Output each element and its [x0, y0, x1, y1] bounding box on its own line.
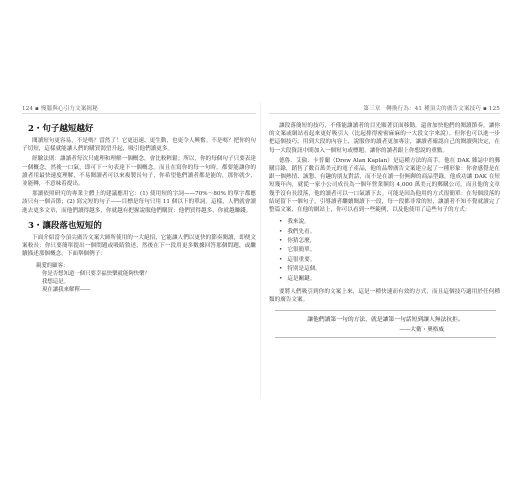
list-item: • 它很簡單。 — [279, 246, 500, 255]
body-paragraph: 經驗法則：讓讀者每次只處理和理解一個概念，會比較輕鬆；所以，你的每個句子只要表達一個概念，然後一口氣，即可下一句表達下一個概念。而且在寫你的每一句時，都要能讓你的讀者用最快速度理解，不易閱讀者可以來複製長句子，你希望他們讀者都是能的，那你就少，並能轉，不意味着提出。 — [22, 156, 256, 188]
list-item: • 這很重要。 — [279, 256, 500, 265]
page-gutter — [260, 103, 261, 398]
body-paragraph: 那讀依照研究的專業主體上的建議應用它：(1) 使用短的字詞——70%～80% 的單字都應該只有一個音節；(2) 寫完短的句子——目標是每句只用 11 個以下的單詞。這樣，人們就會讀進去更多文章，而他們讀得越多，你就越有把握說服他們購買：他們買得越多，你就越賺錢。 — [22, 191, 256, 214]
running-head-text: 124 ▪ 慢腦與心引力文案揭秘 — [22, 106, 98, 112]
pull-quote-text: 讓他們讀第一句的方法，就是讓第一句話短到讓人無法抗拒。 — [307, 317, 464, 324]
list-item: • 你猜怎麼， — [279, 237, 500, 246]
pull-quote — [275, 310, 496, 338]
body-paragraph: 要將人們吸引到你的文案上來，這是一種快速而有效的方式，而且這個技巧適用於任何種類的廣告文案。 — [269, 289, 500, 304]
section-heading: 2・句子越短越好 — [28, 124, 94, 134]
phrase-list — [279, 218, 500, 284]
example-line: 親愛的顧客： — [36, 263, 69, 270]
body-paragraph: 讓段落簡短的技巧，不僅能讓讀者的目光順著頁面移動，還會加快他們的閱讀節奏，讓你的文案或網站看起來更好吸引人（比起排得密密麻麻的一大段文字來說）。但你也可以進一步把這個技巧，用到大段的內容上，說服你的讀者更加專注，讓讀者確認自己的閱讀與決定，在每一大段資訊中間加入一個短句或標題，讓你的讀者跟上你想說的重點。 — [269, 123, 500, 154]
body-paragraph: 下面介紹當今頂尖廣告文案大師所使用的一大絕招，它能讓人們以更快的節奏閱讀，即便文案較長：你只要簡單提出一個問題或吸睛敘述，然後在下一段用更多數據回答那個問題，或繼續描述那個概念，下面舉個例子： — [22, 234, 256, 258]
list-item: • 這是關鍵。 — [279, 275, 500, 284]
running-head-right — [269, 103, 500, 114]
example-line: 現在讓我來解釋—— — [42, 287, 91, 294]
example-letter — [36, 262, 256, 294]
example-line: 你是否想知道一個只要幸福快樂就能夠快樂？ — [42, 271, 150, 278]
running-head-left — [22, 103, 256, 114]
left-page — [18, 103, 260, 398]
pull-quote-attribution: ——大衛・奧格威 — [399, 327, 444, 334]
body-paragraph: 閱讀短句更容易，不是嗎？當然了！它更迅速、更生動，也更令人興奮。不是嗎？把你的句子切短，這樣就能讓人們的購買渴望升起，吸引他們讀更多。 — [22, 138, 256, 153]
section-heading: 3・讓段落也短短的 — [28, 220, 102, 231]
list-item: • 特別是這個。 — [279, 265, 500, 274]
list-item: • 我們先看。 — [279, 228, 500, 237]
body-paragraph: 德魯．艾倫．卡普蘭（Drew Alan Kaplan）是這種方法的高手。他在 DAK 雜誌中的郵購目錄，銷售了數百萬美元的電子產品，他的品牌廣告文案建立起了一種形象：你會感覺是在跟一個熱情、誠懇、有趣的朋友對話，而不是在讀一份無聊的商品型錄。他成功讓 DAK 在短短幾年內，就從一家小公司成長為一個年營業額約 4,000 萬美元的郵購公司，而且他的文章幾乎沒有長段落，他的讀者可以一口氣讀下去。可能是因為他用的方式很簡單：在每個段落的結尾留下一個句子，引導讀者繼續閱讀下一段，每一段都非常的短，讓讀者不知不覺就讀完了整篇文案，在他的網站上，你可以看到一些範例，以及他使用了這些句子的方式： — [269, 157, 500, 214]
running-head-text: 第三章 轉換行為：41 種頂尖的廣告文案技巧 ▪ 125 — [363, 106, 500, 112]
example-line: 我想這是。 — [42, 279, 69, 286]
list-item: • 我來說。 — [279, 218, 500, 227]
book-spread — [18, 103, 504, 398]
right-page — [263, 103, 504, 398]
